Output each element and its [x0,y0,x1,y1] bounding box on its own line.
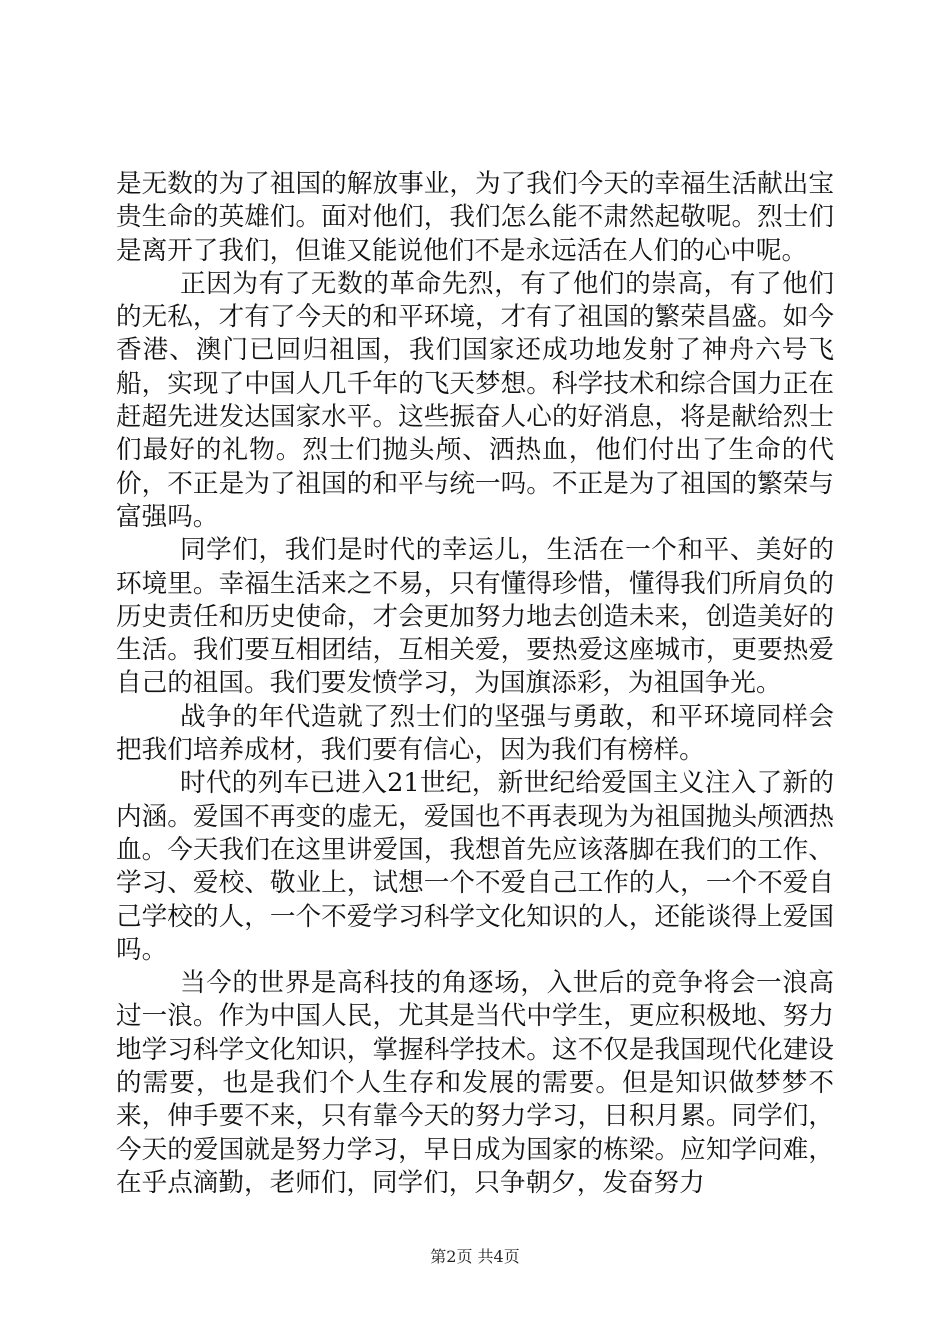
paragraph-6: 当今的世界是高科技的角逐场，入世后的竞争将会一浪高过一浪。作为中国人民，尤其是当代中学生，更应积极地、努力地学习科学文化知识，掌握科学技术。这不仅是我国现代化建设的需要，也是我们个人生存和发展的需要。但是知识做梦梦不来，伸手要不来，只有靠今天的努力学习，日积月累。同学们，今天的爱国就是努力学习，早日成为国家的栋梁。应知学问难，在乎点滴勤，老师们，同学们，只争朝夕，发奋努力 [116,968,834,1198]
page-number-footer: 第2页 共4页 [430,1247,520,1266]
paragraph-3: 同学们，我们是时代的幸运儿，生活在一个和平、美好的环境里。幸福生活来之不易，只有懂得珍惜，懂得我们所肩负的历史责任和历史使命，才会更加努力地去创造未来，创造美好的生活。我们要互相团结，互相关爱，要热爱这座城市，更要热爱自己的祖国。我们要发愤学习，为国旗添彩，为祖国争光。 [116,535,834,699]
paragraph-5: 时代的列车已进入21世纪，新世纪给爱国主义注入了新的内涵。爱国不再变的虚无，爱国也不再表现为为祖国抛头颅洒热血。今天我们在这里讲爱国，我想首先应该落脚在我们的工作、学习、爱校、敬业上，试想一个不爱自己工作的人，一个不爱自己学校的人，一个不爱学习科学文化知识的人，还能谈得上爱国吗。 [116,768,834,965]
body-text [116,168,834,1200]
paragraph-1: 是无数的为了祖国的解放事业，为了我们今天的幸福生活献出宝贵生命的英雄们。面对他们，我们怎么能不肃然起敬呢。烈士们是离开了我们，但谁又能说他们不是永远活在人们的心中呢。 [116,169,834,266]
paragraph-4: 战争的年代造就了烈士们的坚强与勇敢，和平环境同样会把我们培养成材，我们要有信心，因为我们有榜样。 [116,701,834,766]
paragraph-2: 正因为有了无数的革命先烈，有了他们的崇高，有了他们的无私，才有了今天的和平环境，才有了祖国的繁荣昌盛。如今香港、澳门已回归祖国，我们国家还成功地发射了神舟六号飞船，实现了中国人几千年的飞天梦想。科学技术和综合国力正在赶超先进发达国家水平。这些振奋人心的好消息，将是献给烈士们最好的礼物。烈士们抛头颅、洒热血，他们付出了生命的代价，不正是为了祖国的和平与统一吗。不正是为了祖国的繁荣与富强吗。 [116,268,834,532]
